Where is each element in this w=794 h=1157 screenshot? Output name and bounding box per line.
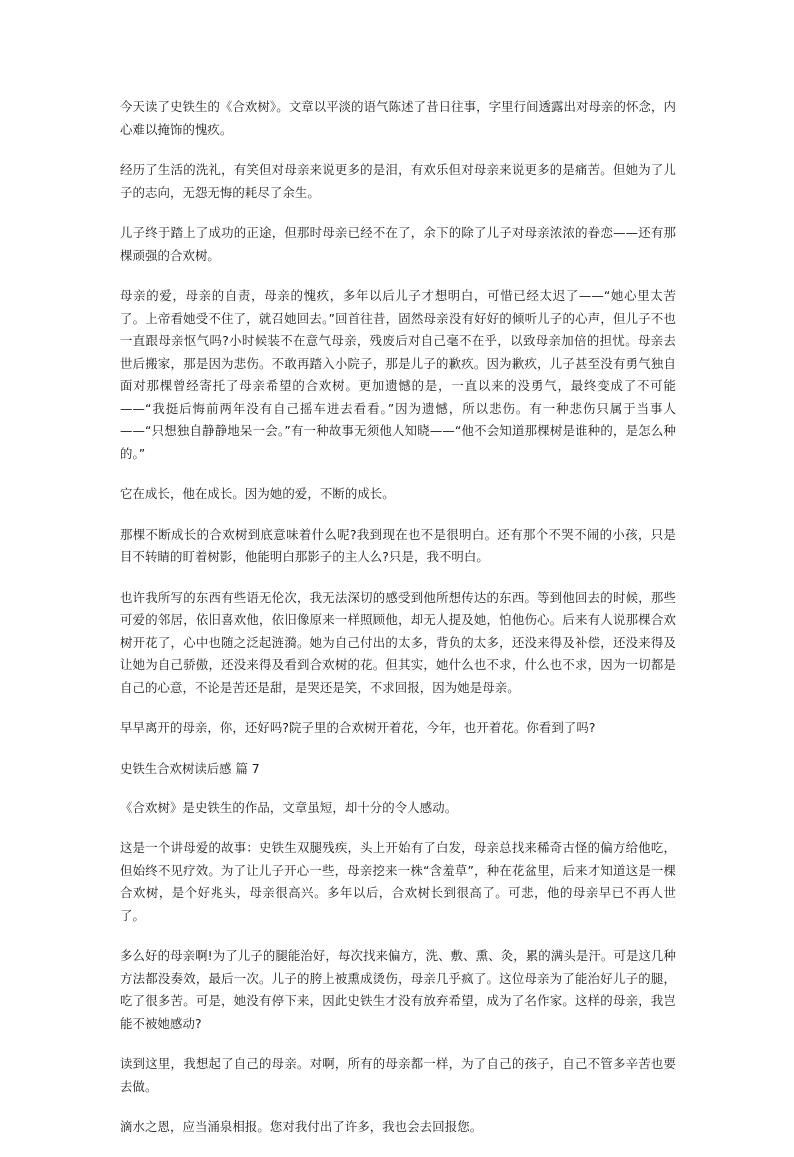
paragraph: 它在成长，他在成长。因为她的爱，不断的成长。 [120, 486, 395, 501]
section-heading: 史铁生合欢树读后感 篇 7 [120, 760, 260, 776]
paragraph: 《合欢树》是史铁生的作品，文章虽短，却十分的令人感动。 [120, 799, 458, 815]
paragraph: 滴水之恩，应当涌泉相报。您对我付出了许多，我也会去回报您。 [120, 1119, 483, 1134]
paragraph: 儿子终于踏上了成功的正途，但那时母亲已经不在了，余下的除了儿子对母亲浓浓的眷恋——还有那棵顽强的合欢树。 [120, 225, 676, 263]
paragraph: 也许我所写的东西有些语无伦次，我无法深切的感受到他所想传达的东西。等到他回去的时候，那些可爱的邻居，依旧喜欢他，依旧像原来一样照顾他，却无人提及她，怕他伤心。后来有人说那棵合欢树开花了，心中也随之泛起涟漪。她为自己付出的太多，背负的太多，还没来得及补偿，还没来得及让她为自己骄傲，还没来得及看到合欢树的花。但其实，她什么也不求，什么也不求，因为一切都是自己的心意，不论是苦还是甜，是哭还是笑，不求回报，因为她是母亲。 [120, 589, 676, 695]
paragraph: 多么好的母亲啊!为了儿子的腿能治好，每次找来偏方，洗、敷、熏、灸，累的满头是汗。可是这几种方法都没奏效，最后一次。儿子的胯上被熏成烫伤，母亲几乎疯了。这位母亲为了能治好儿子的腿，吃了很多苦。可是，她没有停下来，因此史铁生才没有放弃希望，成为了名作家。这样的母亲，我岂能不被她感动? [120, 948, 676, 1031]
paragraph: 母亲的爱，母亲的自责，母亲的愧疚，多年以后儿子才想明白，可惜已经太迟了——“她心里太苦了。上帝看她受不住了，就召她回去。”回首往昔，固然母亲没有好好的倾听儿子的心声，但儿子不也一直跟母亲怄气吗?小时候装不在意气母亲，残废后对自己毫不在乎，以致母亲加倍的担忧。母亲去世后搬家，那是因为悲伤。不敢再踏入小院子，那是儿子的歉疚。因为歉疚，儿子甚至没有勇气独自面对那棵曾经寄托了母亲希望的合欢树。更加遗憾的是，一直以来的没勇气，最终变成了不可能——“我挺后悔前两年没有自己摇车进去看看。”因为遗憾，所以悲伤。有一种悲伤只属于当事人——“只想独自静静地呆一会。”有一种故事无须他人知晓——“他不会知道那棵树是谁种的，是怎么种的。” [120, 288, 676, 461]
document-page [120, 96, 676, 1157]
paragraph: 今天读了史铁生的《合欢树》。文章以平淡的语气陈述了昔日往事，字里行间透露出对母亲的怀念，内心难以掩饰的愧疚。 [120, 99, 676, 137]
paragraph: 读到这里，我想起了自己的母亲。对啊，所有的母亲都一样，为了自己的孩子，自己不管多辛苦也要去做。 [120, 1056, 676, 1094]
paragraph: 这是一个讲母爱的故事：史铁生双腿残疾，头上开始有了白发，母亲总找来稀奇古怪的偏方给他吃，但始终不见疗效。为了让儿子开心一些，母亲挖来一株“含羞草”，种在花盆里，后来才知道这是一棵合欢树，是个好兆头，母亲很高兴。多年以后，合欢树长到很高了。可悲，他的母亲早已不再人世了。 [120, 840, 676, 923]
paragraph: 早早离开的母亲，你，还好吗?院子里的合欢树开着花，今年，也开着花。你看到了吗? [120, 720, 596, 735]
paragraph: 经历了生活的洗礼，有笑但对母亲来说更多的是泪，有欢乐但对母亲来说更多的是痛苦。但她为了儿子的志向，无怨无悔的耗尽了余生。 [120, 162, 676, 200]
paragraph: 那棵不断成长的合欢树到底意味着什么呢?我到现在也不是很明白。还有那个不哭不闹的小孩，只是目不转睛的盯着树影，他能明白那影子的主人么?只是，我不明白。 [120, 526, 676, 564]
